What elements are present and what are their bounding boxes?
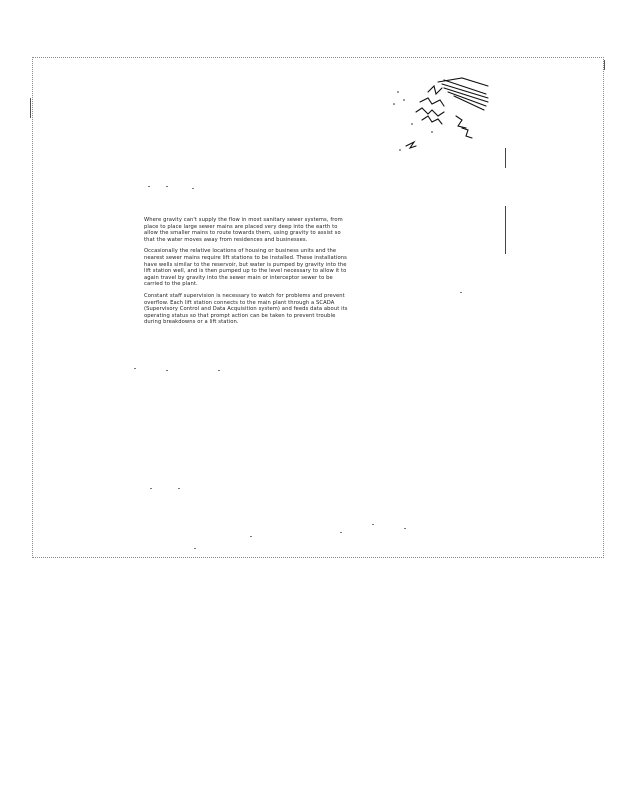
scan-speck — [372, 524, 374, 525]
paragraph: Where gravity can't supply the flow in most sanitary sewer systems, from place to place large sewer mains are placed very deep into the earth to allow the smaller mains to route towards them, using gravity to assist so that the water moves away from residences and businesses. — [144, 217, 343, 243]
document-body — [144, 217, 350, 331]
scan-speck — [134, 368, 136, 369]
border-tick-right — [604, 60, 605, 70]
margin-mark — [505, 148, 506, 168]
scan-speck — [194, 548, 196, 549]
scan-speck — [218, 370, 220, 371]
scan-speck — [150, 488, 152, 489]
scan-speck — [460, 292, 462, 293]
margin-mark — [505, 206, 506, 254]
scan-speck — [192, 188, 194, 189]
scan-speck — [404, 528, 406, 529]
scan-speck — [250, 536, 252, 537]
paragraph: Occasionally the relative locations of housing or business units and the nearest sewer mains require lift stations to be installed. These installations have wells similar to the reservoir, but water is pumped by gravity into the lift station well, and is then pumped up to the level necessary to allow it to again travel by gravity into the sewer main or interceptor sewer to be carried to the plant. — [144, 248, 347, 288]
scan-speck — [178, 488, 180, 489]
paragraph: Constant staff supervision is necessary to watch for problems and prevent overflow. Each lift station connects to the main plant through a SCADA (Supervisory Control and Data Acquisition system) and feeds data about its operating status so that prompt action can be taken to prevent trouble during breakdowns or a lift station. — [144, 292, 348, 326]
handwritten-logo-sketch — [392, 72, 492, 162]
scan-speck — [148, 186, 150, 187]
scan-speck — [340, 532, 342, 533]
border-tick-left — [30, 98, 31, 118]
scan-speck — [166, 186, 168, 187]
scan-speck — [166, 370, 168, 371]
